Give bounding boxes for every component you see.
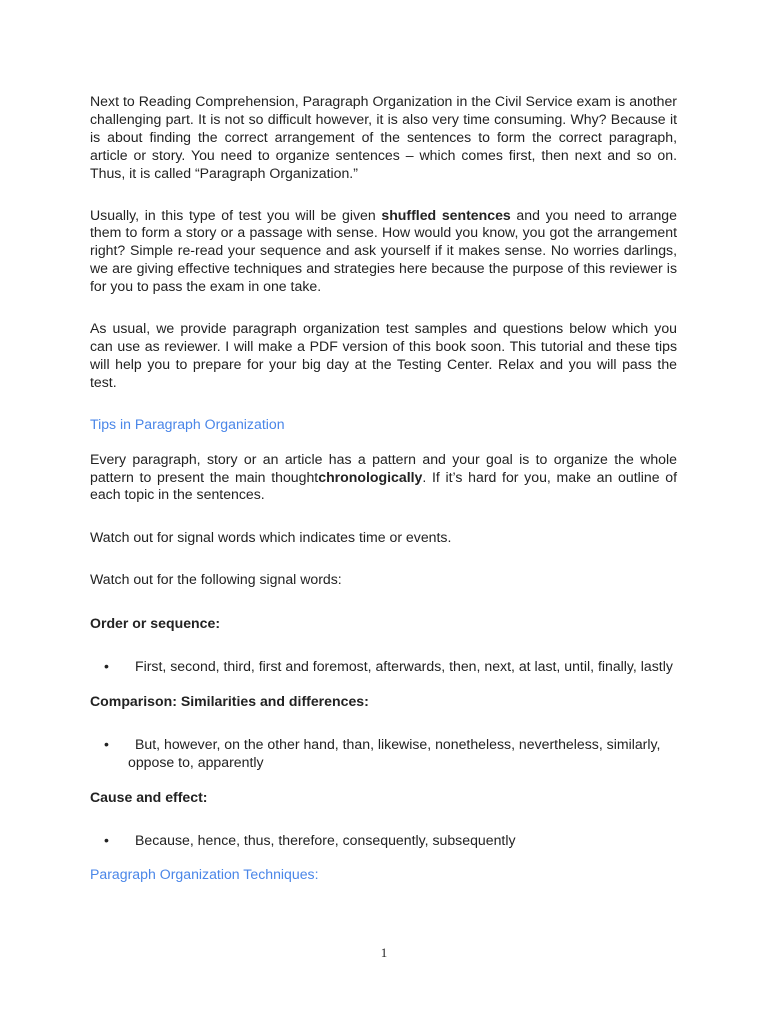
p2-text-before: Usually, in this type of test you will be given [90, 206, 382, 223]
p2-bold-shuffled: shuffled sentences [381, 206, 511, 223]
tips-paragraph-pattern [90, 451, 677, 505]
signal-group-heading: Cause and effect: [90, 788, 208, 805]
signal-word-list [90, 658, 677, 676]
tips-heading: Tips in Paragraph Organization [90, 415, 285, 432]
intro-paragraph-2 [90, 207, 677, 297]
bullet-icon: • [104, 658, 109, 675]
bullet-icon: • [104, 735, 109, 752]
signal-word-list [90, 736, 677, 772]
document-page [90, 93, 677, 901]
p4-bold-chronologically: chronologically [318, 468, 423, 485]
tips-paragraph-signal-words: Watch out for the following signal words: [90, 571, 342, 588]
intro-paragraph-3: As usual, we provide paragraph organization test samples and questions below which you can use as reviewer. I will make a PDF version of this book soon. This tutorial and these tips will help you to prepare for your big day at the Testing Center. Relax and you will pass the test. [90, 320, 677, 390]
signal-word-item [90, 832, 677, 850]
signal-group-heading: Comparison: Similarities and differences: [90, 692, 369, 709]
signal-group-order [90, 615, 677, 676]
signal-word-list [90, 832, 677, 850]
signal-group-cause-effect [90, 789, 677, 850]
p2-text-after: and you need to arrange them to form a story or a passage with sense. How would you know, you got the arrangement right? Simple re-read your sequence and ask yourself if it makes sense. No worries darlings, we are giving effective techniques and strategies here because the purpose of this reviewer is for you to pass the exam in one take. [90, 206, 677, 295]
p4-text-after: . If it’s hard for you, make an outline of each topic in the sentences. [90, 468, 677, 503]
signal-word-text: Because, hence, thus, therefore, consequently, subsequently [135, 831, 516, 848]
tips-paragraph-signal-time: Watch out for signal words which indicates time or events. [90, 529, 452, 546]
bullet-icon: • [104, 831, 109, 848]
signal-word-item [90, 736, 677, 772]
page-number: 1 [380, 945, 388, 960]
signal-word-text: First, second, third, first and foremost, afterwards, then, next, at last, until, finally, lastly [135, 658, 673, 675]
intro-paragraph-1: Next to Reading Comprehension, Paragraph Organization in the Civil Service exam is another challenging part. It is not so difficult however, it is also very time consuming. Why? Because it is about finding the correct arrangement of the sentences to form the correct paragraph, article or story. You need to organize sentences – which comes first, then next and so on. Thus, it is called “Paragraph Organization.” [90, 93, 677, 181]
signal-group-comparison [90, 693, 677, 772]
signal-group-heading: Order or sequence: [90, 615, 221, 632]
signal-word-item [90, 658, 677, 676]
p4-text-before: Every paragraph, story or an article has a pattern and your goal is to organize the whole pattern to present the main thought [90, 450, 677, 485]
signal-word-text: But, however, on the other hand, than, likewise, nonetheless, nevertheless, similarly, oppose to, apparently [128, 735, 661, 770]
techniques-heading: Paragraph Organization Techniques: [90, 866, 319, 883]
